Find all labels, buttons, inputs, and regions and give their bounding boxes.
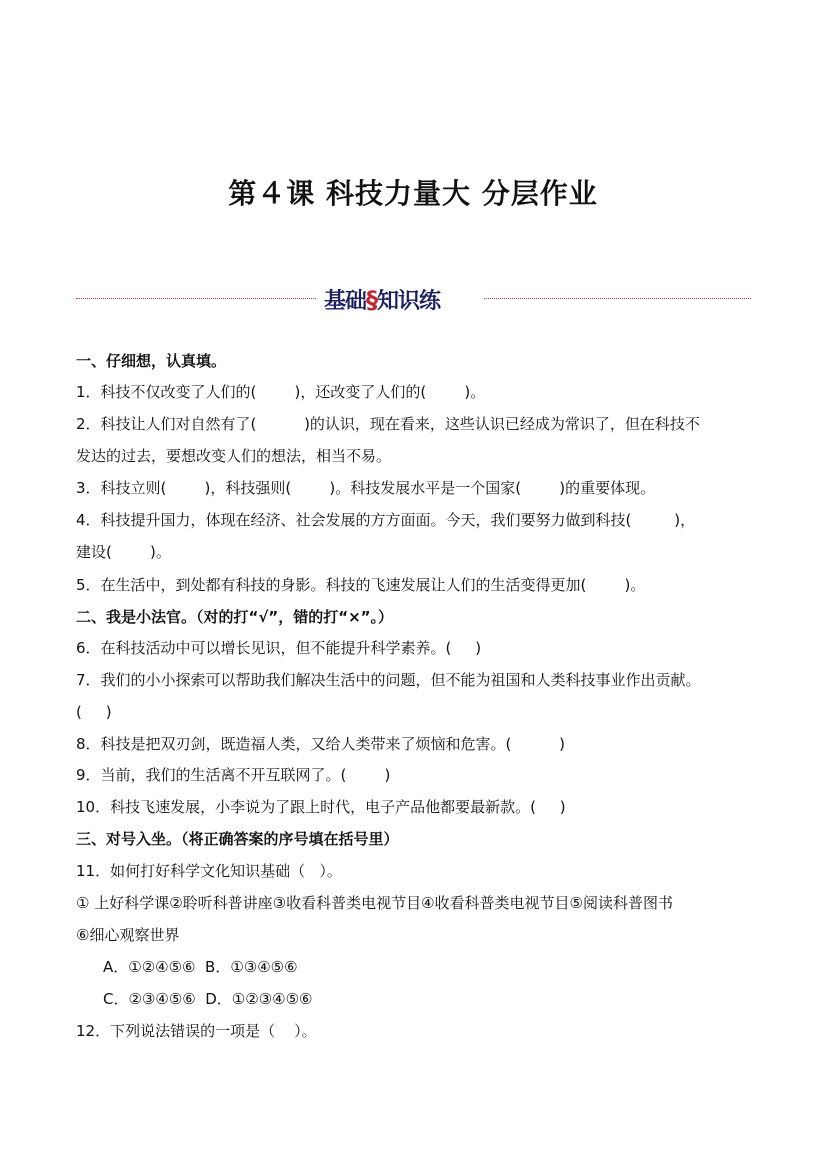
question-line: 1．科技不仅改变了人们的( )，还改变了人们的( )。 <box>76 383 486 401</box>
question-line: 4．科技提升国力，体现在经济、社会发展的方方面面。今天，我们要努力做到科技( )， <box>76 511 696 529</box>
banner-title <box>324 284 440 315</box>
question-line: 6．在科技活动中可以增长见识，但不能提升科学素养。( ) <box>76 639 482 657</box>
question-line: ① 上好科学课②聆听科普讲座③收看科普类电视节目④收看科普类电视节目⑤阅读科普图书 <box>76 894 674 912</box>
banner-swirl-icon: § <box>366 286 378 314</box>
question-line: 10．科技飞速发展，小李说为了跟上时代，电子产品他都要最新款。( ) <box>76 798 566 816</box>
banner-left: 基础 <box>324 289 367 314</box>
question-line: ( ) <box>76 703 112 721</box>
divider-right <box>484 298 751 299</box>
banner-right: 知识练 <box>377 289 441 314</box>
section-heading: 三、对号入坐。（将正确答案的序号填在括号里） <box>76 830 399 848</box>
question-line: 8．科技是把双刃剑，既造福人类，又给人类带来了烦恼和危害。( ) <box>76 735 565 753</box>
question-line: 5．在生活中，到处都有科技的身影。科技的飞速发展让人们的生活变得更加( )。 <box>76 576 646 594</box>
question-line: 2．科技让人们对自然有了( )的认识，现在看来，这些认识已经成为常识了，但在科技不 <box>76 415 700 433</box>
section-heading: 二、我是小法官。（对的打“√”，错的打“×”。） <box>76 608 394 626</box>
divider-left <box>76 298 316 299</box>
question-line: A．①②④⑤⑥ B．①③④⑤⑥ <box>103 958 298 976</box>
question-line: 11．如何打好科学文化知识基础（ ）。 <box>76 862 342 880</box>
section-banner <box>76 284 751 314</box>
question-line: 发达的过去，要想改变人们的想法，相当不易。 <box>76 447 392 465</box>
question-line: C．②③④⑤⑥ D．①②③④⑤⑥ <box>103 990 313 1008</box>
question-line: 9．当前，我们的生活离不开互联网了。( ) <box>76 766 391 784</box>
section-heading: 一、仔细想，认真填。 <box>76 352 227 370</box>
question-line: 建设( )。 <box>76 543 171 561</box>
question-line: ⑥细心观察世界 <box>76 926 180 944</box>
page-title: 第４课 科技力量大 分层作业 <box>228 177 598 210</box>
question-line: 7．我们的小小探索可以帮助我们解决生活中的问题，但不能为祖国和人类科技事业作出贡献。 <box>76 671 701 689</box>
question-line: 3．科技立则( )，科技强则( )。科技发展水平是一个国家( )的重要体现。 <box>76 479 656 497</box>
question-line: 12．下列说法错误的一项是（ ）。 <box>76 1022 317 1040</box>
